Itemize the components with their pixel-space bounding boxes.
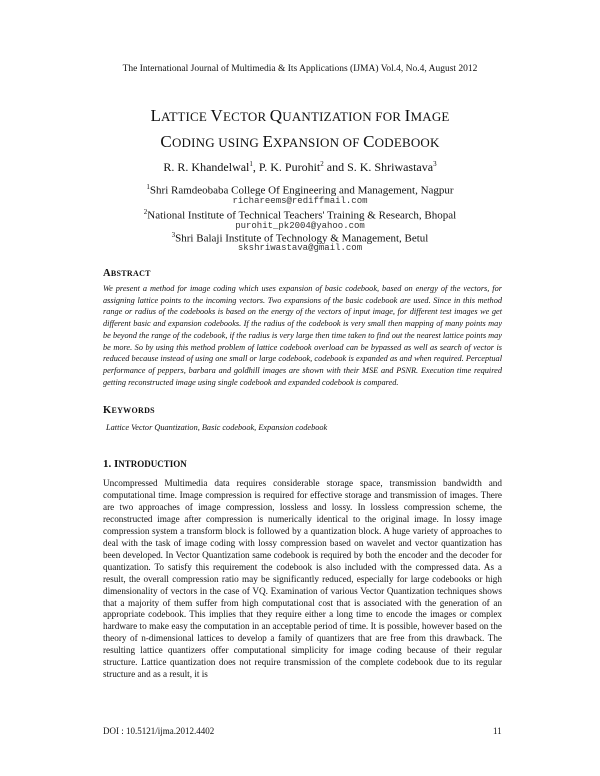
author-sup: 1 (249, 160, 253, 168)
heading-text: I (114, 458, 119, 470)
paper-title (60, 103, 540, 155)
heading-text: BSTRACT (110, 269, 151, 278)
heading-text: NTRODUCTION (118, 459, 187, 469)
page-number: 11 (493, 726, 502, 736)
author-sep: , (252, 160, 259, 174)
keywords-text: Lattice Vector Quantization, Basic codebook, Expansion codebook (106, 423, 328, 432)
heading-text: EYWORDS (111, 406, 155, 415)
title-text: Q (269, 106, 283, 125)
author-email-2[interactable]: purohit_pk2004@yahoo.com (235, 221, 365, 231)
abstract-text: We present a method for image coding which uses expansion of basic codebook, based on energy of the vectors, for assigning lattice points to the incoming vectors. Two expansions of the basic codebook are used. Since in this method range or radius of the codebooks is based on the energy of the vectors of input image, for different test images we get different basic and expansion codebooks. If the radius of the codebook is very small then mapping of many points may be beyond the range of the codebook, if the radius is very large then time taken to find out the nearest lattice points may be more. So by using this method problem of lattice codebook overload can be bypassed as well as search of vector is reduced because instead of using one small or large codebook, codebook is expanded as and when required. Perceptual performance of peppers, barbara and goldhill images are shown with their MSE and PSNR. Execution time required getting reconstructed image using single codebook and expanded codebook is compared. (103, 284, 502, 387)
heading-text: K (103, 405, 112, 416)
doi-footer[interactable]: DOI : 10.5121/ijma.2012.4402 (103, 726, 215, 736)
affiliation-sup: 1 (146, 183, 150, 191)
affiliation-name: National Institute of Technical Teachers' Training & Research, Bhopal (147, 209, 457, 222)
title-text: ATTICE (161, 109, 211, 124)
affiliation-name: Shri Balaji Institute of Technology & Management, Betul (175, 232, 429, 245)
title-text: C (160, 132, 172, 151)
author-sup: 2 (320, 160, 324, 168)
heading-text: A (103, 268, 111, 279)
title-text: C (363, 132, 375, 151)
author-sep: and (323, 160, 348, 174)
affiliation-name: Shri Ramdeobaba College Of Engineering and Management, Nagpur (149, 184, 454, 197)
title-text: E (262, 132, 274, 151)
author-name: R. R. Khandelwal (163, 160, 250, 174)
introduction-text: Uncompressed Multimedia data requires considerable storage space, transmission bandwidth and computational time. Image compression is required for effective storage and transmission of images. There are two approaches of image compression, lossless and lossy. In lossless compression scheme, the reconstructed image after compression is numerically identical to the original image. In lossy image compression system a transform block is followed by a quantization block. A huge variety of approaches to deal with the task of image coding with lossy compression based on wavelet and vector quantization has been developed. In Vector Quantization same codebook is required by both the encoder and the decoder for quantization. To satisfy this requirement the codebook is also included with the compressed data. As a result, the overall compression ratio may be significantly reduced, especially for large codebooks or high dimensionality of vectors in the case of VQ. Examination of various Vector Quantization techniques shows that a majority of them suffer from high computational cost that is associated with the generation of an appropriate codebook. This implies that they require either a long time to encode the images or complex hardware to make easy the computation in an acceptable period of time. It is possible, however based on the theory of n-dimensional lattices to develop a family of quantizers that are free from this drawback. The resulting lattice quantizers offer computational simplicity for image coding because of their regular structure. Lattice quantization does not require transmission of the complete codebook due to its regular structure and as a result, it is (103, 478, 502, 680)
title-text: ODING USING (171, 135, 263, 150)
abstract-heading (103, 268, 151, 279)
author-email-1[interactable]: richareems@rediffmail.com (232, 196, 368, 206)
keywords-heading (103, 405, 155, 416)
author-list (0, 160, 600, 175)
title-text: UANTIZATION FOR (282, 109, 405, 124)
affiliation-sup: 3 (171, 231, 176, 239)
introduction-heading (103, 458, 187, 470)
title-text: L (150, 106, 162, 125)
affiliation-sup: 2 (143, 208, 148, 216)
author-name: P. K. Purohit (258, 160, 321, 174)
author-sup: 3 (433, 160, 437, 168)
heading-text: 1. (103, 458, 114, 470)
title-text: XPANSION OF (273, 135, 364, 150)
title-text: V (210, 106, 223, 125)
author-name: S. K. Shriwastava (347, 160, 434, 174)
title-text: MAGE (410, 109, 450, 124)
journal-header: The International Journal of Multimedia & Its Applications (IJMA) Vol.4, No.4, August 2012 (122, 64, 478, 74)
title-text: ECTOR (222, 109, 270, 124)
title-text: ODEBOOK (374, 135, 440, 150)
title-text: I (404, 106, 411, 125)
author-email-3[interactable]: skshriwastava@gmail.com (237, 243, 363, 253)
